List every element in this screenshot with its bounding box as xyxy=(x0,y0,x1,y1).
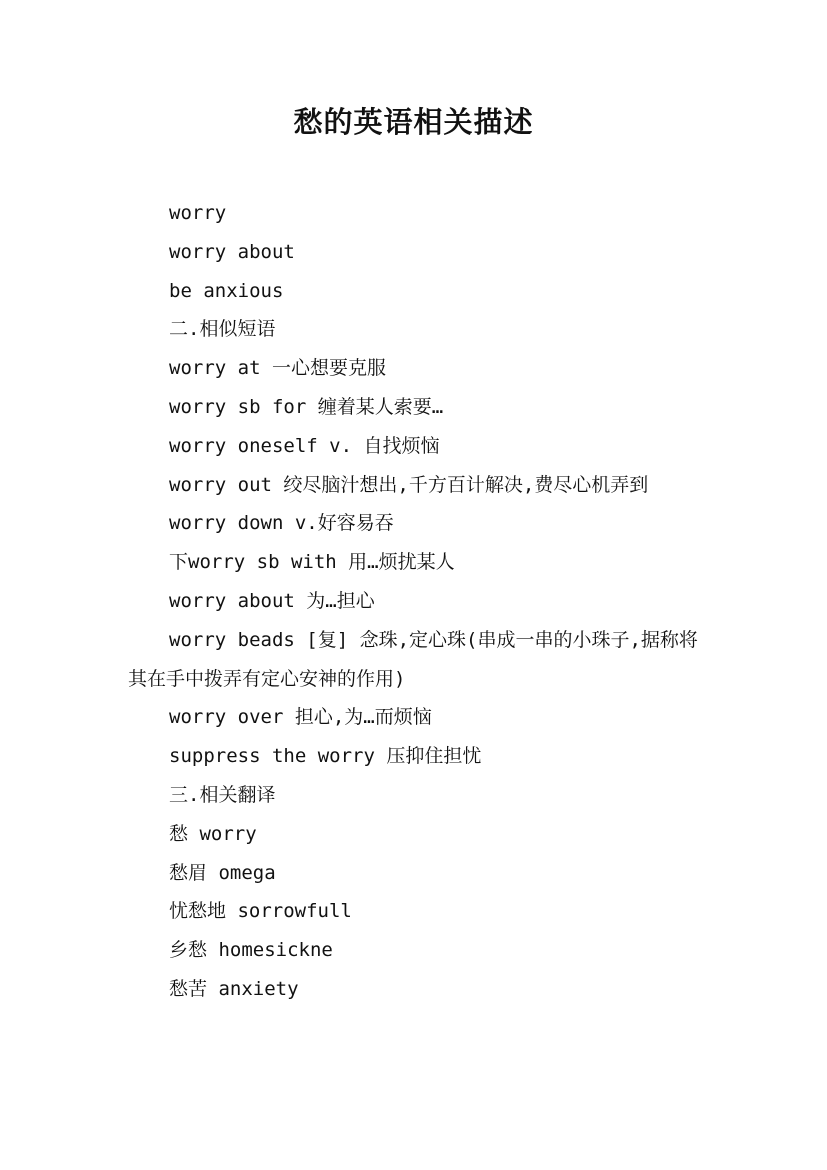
text-line: worry out 绞尽脑汁想出,千方百计解决,费尽心机弄到 xyxy=(169,473,649,496)
text-line: worry at 一心想要克服 xyxy=(169,357,386,380)
text-line: worry down v.好容易吞 xyxy=(169,512,394,535)
section-heading: 三.相关翻译 xyxy=(169,783,276,806)
text-line: 忧愁地 sorrowfull xyxy=(169,900,352,923)
text-line: worry beads [复] 念珠,定心珠(串成一串的小珠子,据称将其在手中拨弄有定心安神的作用) xyxy=(128,628,698,690)
text-line: worry over 担心,为…而烦恼 xyxy=(169,706,432,729)
text-line: 乡愁 homesickne xyxy=(169,939,333,962)
text-line: 愁苦 anxiety xyxy=(169,977,299,1000)
text-line: worry sb for 缠着某人索要… xyxy=(169,395,444,418)
text-line: worry oneself v. 自找烦恼 xyxy=(169,434,440,457)
text-line: 愁 worry xyxy=(169,822,257,845)
section-heading: 二.相似短语 xyxy=(169,318,276,341)
text-line: worry about 为…担心 xyxy=(169,589,375,612)
document-body xyxy=(128,194,708,1009)
text-line: be anxious xyxy=(169,279,284,302)
text-line: suppress the worry 压抑住担忧 xyxy=(169,745,482,768)
text-line: 下worry sb with 用…烦扰某人 xyxy=(169,551,455,574)
text-line: 愁眉 omega xyxy=(169,861,276,884)
document-title: 愁的英语相关描述 xyxy=(293,105,534,139)
text-line: worry about xyxy=(169,240,295,263)
text-line: worry xyxy=(169,202,227,224)
